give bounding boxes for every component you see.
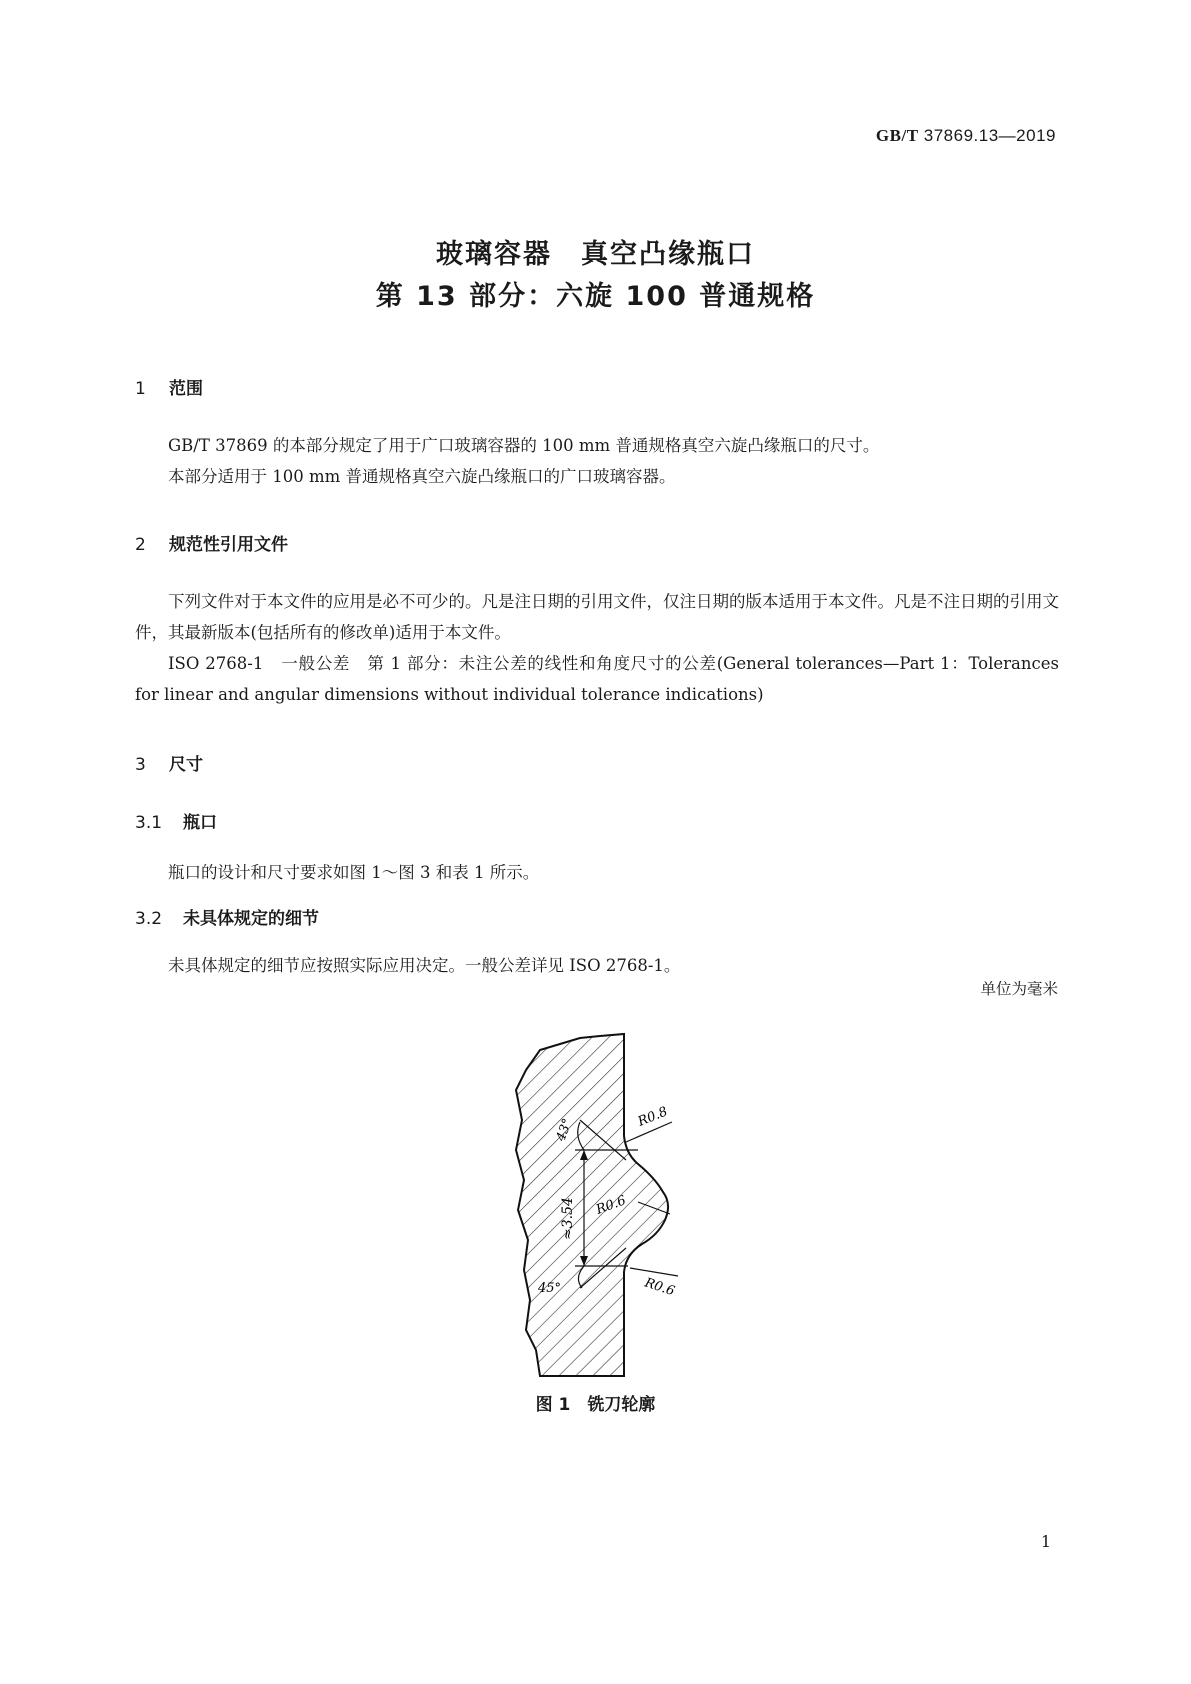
section-number: 3.2	[135, 909, 163, 929]
page-number: 1	[1040, 1532, 1051, 1551]
document-title-line2: 第 13 部分：六旋 100 普通规格	[375, 281, 816, 312]
section-2-heading	[135, 530, 288, 555]
paragraph: 未具体规定的细节应按照实际应用决定。一般公差详见 ISO 2768-1。	[168, 956, 681, 975]
radius-label-top: R0.8	[635, 1104, 670, 1130]
section-3-2-body	[135, 950, 1059, 981]
section-1-body	[135, 430, 1059, 492]
section-number: 3.1	[135, 813, 163, 833]
paragraph: 下列文件对于本文件的应用是必不可少的。凡是注日期的引用文件，仅注日期的版本适用于本文件。凡是不注日期的引用文件，其最新版本(包括所有的修改单)适用于本文件。	[135, 592, 1059, 642]
radius-label-bottom: R0.6	[642, 1275, 677, 1300]
section-3-1-heading	[135, 808, 217, 833]
paragraph: 瓶口的设计和尺寸要求如图 1～图 3 和表 1 所示。	[168, 863, 540, 882]
section-1-heading	[135, 374, 203, 399]
section-3-heading	[135, 750, 203, 775]
figure-1-drawing	[480, 1030, 720, 1380]
section-number: 1	[135, 379, 146, 399]
angle-label-bottom: 45°	[538, 1281, 562, 1296]
unit-note: 单位为毫米	[980, 980, 1058, 998]
standard-prefix: GB/T	[875, 126, 919, 145]
document-title-line1: 玻璃容器 真空凸缘瓶口	[436, 239, 755, 270]
section-number: 2	[135, 535, 146, 555]
section-2-body	[135, 586, 1059, 710]
section-title: 瓶口	[183, 813, 217, 833]
angle-label-top: 43°	[553, 1116, 576, 1144]
height-label: ≈3.54	[560, 1197, 576, 1240]
section-title: 规范性引用文件	[169, 535, 288, 555]
standard-number: 37869.13—2019	[923, 126, 1056, 145]
section-3-2-heading	[135, 904, 319, 929]
paragraph: 本部分适用于 100 mm 普通规格真空六旋凸缘瓶口的广口玻璃容器。	[168, 467, 676, 486]
section-title: 尺寸	[169, 755, 203, 775]
figure-caption: 图 1 铣刀轮廓	[535, 1395, 656, 1415]
standard-code	[876, 126, 1056, 146]
section-title: 未具体规定的细节	[183, 909, 319, 929]
paragraph: GB/T 37869 的本部分规定了用于广口玻璃容器的 100 mm 普通规格真空六旋凸缘瓶口的尺寸。	[168, 436, 880, 455]
radius-label-mid: R0.6	[594, 1193, 628, 1218]
section-title: 范围	[169, 379, 203, 399]
section-3-1-body	[135, 857, 1059, 888]
paragraph: ISO 2768-1 一般公差 第 1 部分：未注公差的线性和角度尺寸的公差(General tolerances—Part 1：Tolerances for linear and angular dimensions without individual tolerance indications)	[135, 654, 1059, 704]
section-number: 3	[135, 755, 146, 775]
